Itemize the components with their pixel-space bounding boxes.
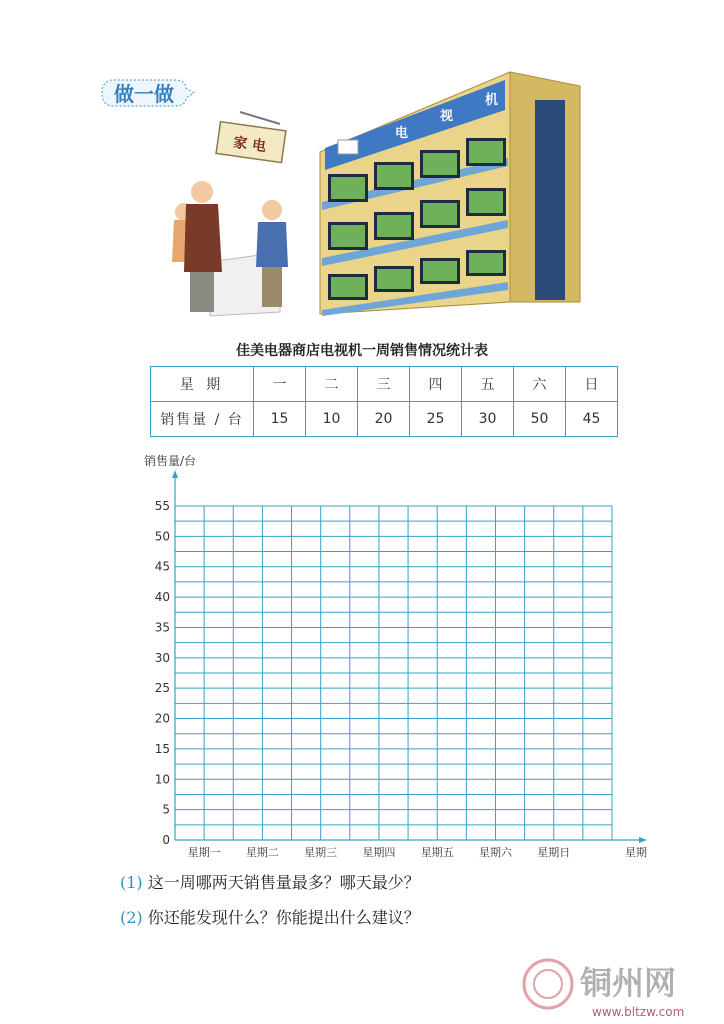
day-cell: 五 — [462, 367, 514, 402]
y-tick-label: 50 — [154, 529, 170, 544]
day-cell: 六 — [514, 367, 566, 402]
y-tick-label: 40 — [154, 590, 170, 605]
sales-chart-grid — [140, 450, 660, 870]
y-tick-label: 35 — [154, 620, 170, 635]
sales-cell: 20 — [358, 402, 410, 437]
day-cell: 一 — [254, 367, 306, 402]
sales-cell: 30 — [462, 402, 514, 437]
y-tick-label: 30 — [154, 650, 170, 665]
badge-label: 做一做 — [114, 82, 174, 106]
sales-cell: 15 — [254, 402, 306, 437]
table-row-days — [151, 367, 618, 402]
x-axis-arrow-icon — [639, 837, 647, 843]
x-tick-label: 星期五 — [420, 846, 454, 859]
y-tick-label: 10 — [154, 772, 170, 787]
watermark-brand: 铜州网 — [580, 964, 677, 1002]
axes — [172, 470, 647, 843]
tv-wall-title-3: 机 — [485, 93, 499, 108]
x-tick-label: 星期一 — [187, 846, 221, 859]
day-cell: 二 — [306, 367, 358, 402]
y-tick-label: 55 — [154, 499, 170, 513]
question-text: 这一周哪两天销售量最多？哪天最少？ — [147, 873, 420, 892]
table-title: 佳美电器商店电视机一周销售情况统计表 — [236, 343, 488, 359]
question-number: (1) — [120, 873, 143, 892]
x-tick-label: 星期四 — [362, 846, 396, 859]
sales-cell: 50 — [514, 402, 566, 437]
seal-icon — [524, 960, 572, 1008]
axis-labels — [144, 453, 647, 859]
watermark-url: www.bltzw.com — [592, 1005, 685, 1019]
y-tick-label: 15 — [154, 741, 170, 756]
question-2 — [120, 905, 420, 928]
x-axis-title: 星期 — [625, 846, 647, 859]
x-tick-label: 星期六 — [478, 846, 512, 859]
grid-lines — [175, 506, 612, 840]
x-tick-label: 星期三 — [304, 846, 338, 859]
y-tick-label: 5 — [162, 802, 170, 817]
sales-cell: 25 — [410, 402, 462, 437]
y-tick-label: 45 — [154, 559, 170, 574]
shop-illustration — [150, 62, 590, 324]
question-number: (2) — [120, 908, 143, 927]
day-cell: 三 — [358, 367, 410, 402]
sales-table — [150, 366, 618, 437]
question-text: 你还能发现什么？你能提出什么建议？ — [147, 908, 420, 927]
sales-cell: 45 — [566, 402, 618, 437]
site-watermark — [520, 950, 720, 1022]
row-header-sales: 销售量 / 台 — [151, 402, 254, 437]
y-tick-label: 0 — [162, 833, 170, 847]
row-header-day: 星 期 — [151, 367, 254, 402]
y-axis-arrow-icon — [172, 470, 178, 478]
y-tick-label: 25 — [154, 681, 170, 696]
shop-sign: 家 电 — [232, 134, 267, 156]
y-axis-title: 销售量/台 — [144, 454, 197, 468]
day-cell: 日 — [566, 367, 618, 402]
cabinet-side-panel — [535, 100, 565, 300]
question-1 — [120, 870, 420, 893]
day-cell: 四 — [410, 367, 462, 402]
tv-wall-title-1: 电 — [395, 126, 409, 141]
tv-wall-title-2: 视 — [440, 109, 454, 124]
x-tick-label: 星期日 — [537, 846, 571, 859]
sales-cell: 10 — [306, 402, 358, 437]
x-tick-label: 星期二 — [245, 846, 279, 859]
y-tick-label: 20 — [154, 711, 170, 726]
table-row-sales — [151, 402, 618, 437]
